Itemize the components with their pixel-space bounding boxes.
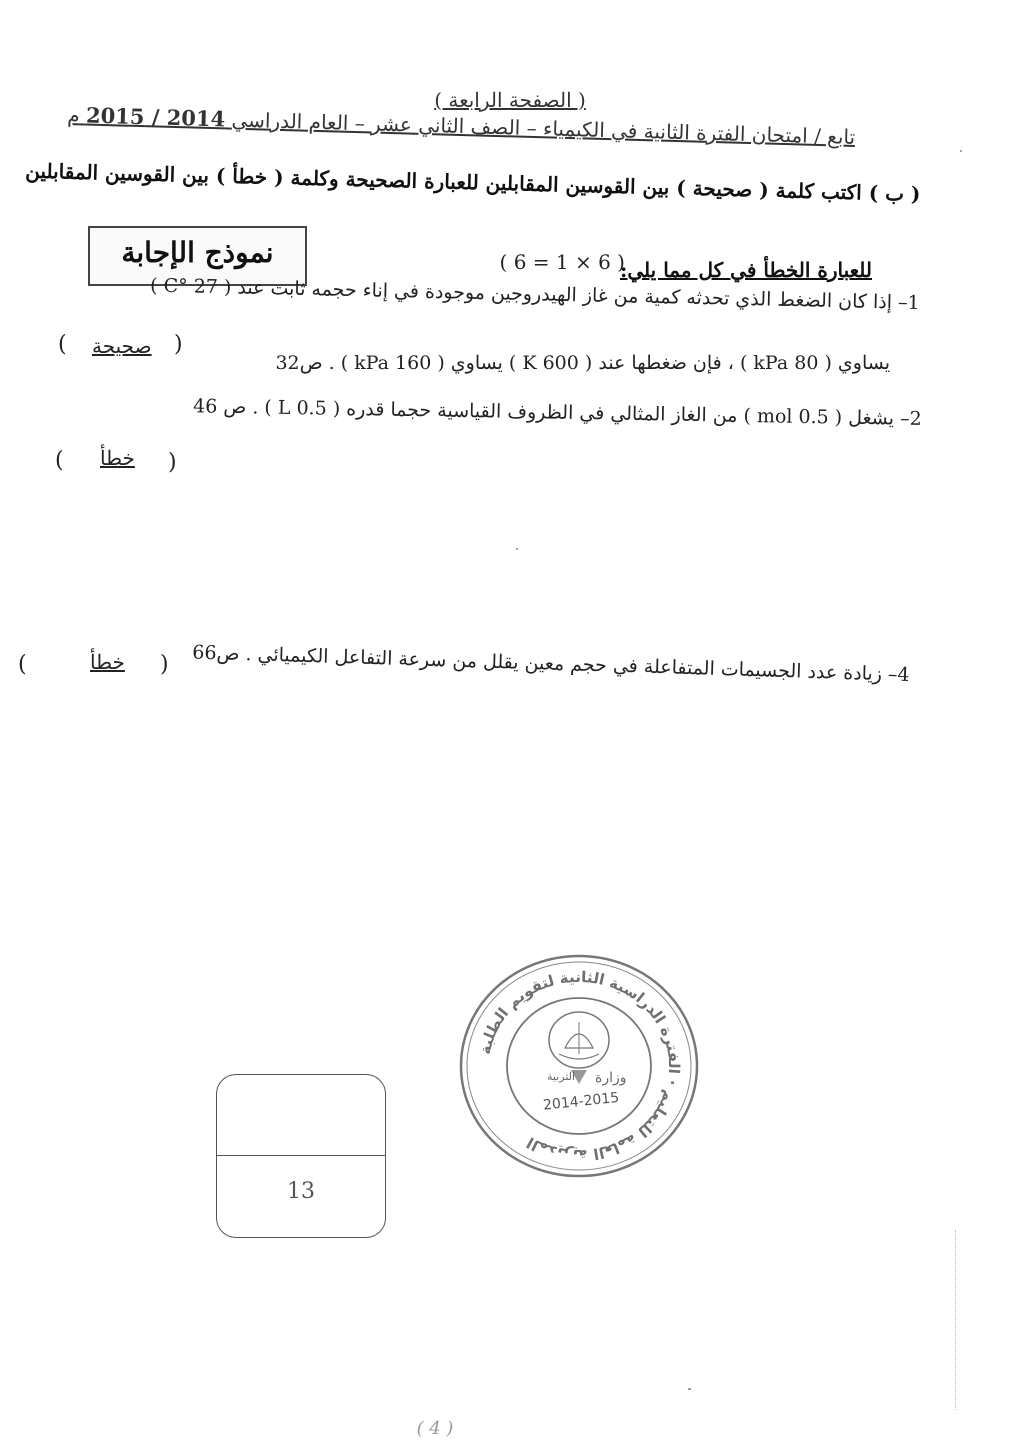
- page-number: ( 4 ): [416, 1418, 454, 1439]
- stamp-inner-left: وزارة: [595, 1070, 627, 1086]
- answer-1-bracket-close: ): [174, 332, 183, 357]
- official-stamp: [455, 950, 703, 1182]
- answer-2-bracket-open: (: [55, 448, 64, 473]
- score-box: [216, 1074, 386, 1238]
- scan-margin-line: [955, 1230, 956, 1410]
- academic-year: 2014 / 2015: [85, 102, 226, 132]
- score-box-divider: [217, 1155, 385, 1156]
- question-1-line2: يساوي ( 80 kPa ) ، فإن ضغطها عند ( 600 K ) يساوي ( 160 kPa ) . ص32: [275, 352, 890, 374]
- question-4-line: 4– زيادة عدد الجسيمات المتفاعلة في حجم معين يقلل من سرعة التفاعل الكيميائي . ص66: [192, 641, 911, 686]
- question-2-line: 2– يشغل ( 0.5 mol ) من الغاز المثالي في الظروف القياسية حجما قدره ( 0.5 L ) . ص 46: [193, 395, 923, 430]
- scan-speck: [960, 150, 962, 152]
- score-formula: ( 6 = 1 × 6 ): [499, 250, 625, 274]
- answer-4-value: خطأ: [90, 650, 125, 674]
- exam-title: تابع / امتحان الفترة الثانية في الكيمياء – الصف الثاني عشر – العام الدراسي: [231, 107, 856, 149]
- scan-speck: [516, 548, 518, 550]
- section-b-instruction-line2: للعبارة الخطأ في كل مما يلي:: [619, 258, 872, 282]
- answer-4-bracket-close: ): [160, 652, 169, 677]
- answer-2-value: خطأ: [100, 446, 135, 470]
- max-score: 13: [287, 1179, 315, 1204]
- stamp-year: 2014-2015: [542, 1089, 620, 1114]
- answer-2-bracket-close: ): [168, 450, 177, 475]
- stamp-outer-text: المديرية العامة للتعليم · الفترة الدراسية الثانية لتقويم الطلبة: [475, 967, 684, 1165]
- answer-1-value: صحيحة: [92, 334, 152, 358]
- answer-model-label: نموذج الإجابة: [121, 236, 274, 269]
- scan-speck: [688, 1388, 691, 1390]
- year-suffix: م: [66, 102, 80, 128]
- stamp-inner-right: التربية: [547, 1070, 576, 1083]
- answer-4-bracket-open: (: [18, 652, 27, 677]
- section-b-instruction-line1: ( ب ) اكتب كلمة ( صحيحة ) بين القوسين المقابلين للعبارة الصحيحة وكلمة ( خطأ ) بين القوسين المقابلين: [24, 158, 921, 206]
- answer-1-bracket-open: (: [58, 332, 67, 357]
- question-1-line1: 1– إذا كان الضغط الذي تحدثه كمية من غاز الهيدروجين موجودة في إناء حجمه ثابت عند ( 27 °C ): [150, 274, 921, 314]
- page-title: ( الصفحة الرابعة ): [434, 88, 586, 112]
